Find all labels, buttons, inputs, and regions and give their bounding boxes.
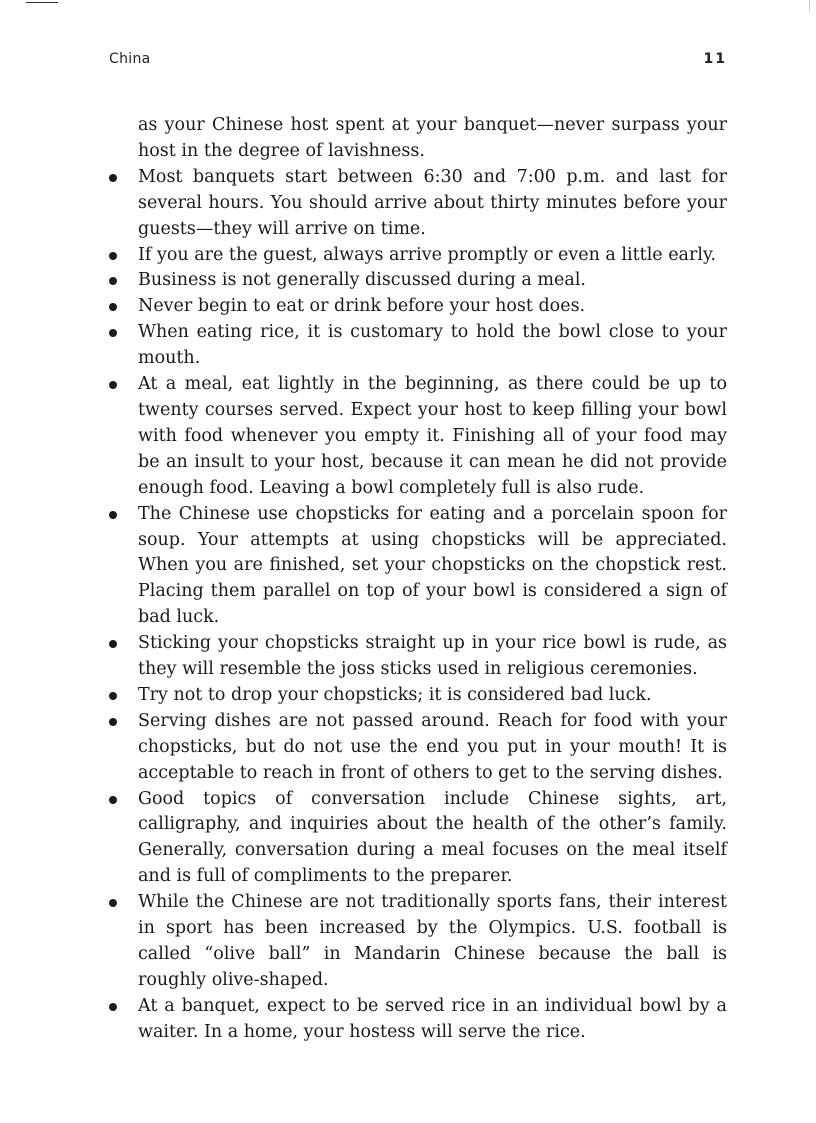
corner-mark [809, 0, 816, 12]
bullet-text: Good topics of conversation include Chinese sights, art, calligraphy, and inquiries about the health of the other’s family. Generally, conversation during a meal focuses on the meal itself and is full of compliments to the preparer. [138, 788, 727, 887]
bullet-text: Never begin to eat or drink before your host does. [138, 296, 586, 317]
bullet-item [109, 320, 727, 372]
bullet-icon [109, 174, 117, 182]
bullet-item [109, 709, 727, 787]
bullet-icon [109, 692, 117, 700]
bullet-item [109, 787, 727, 891]
bullet-item [109, 294, 727, 320]
bullet-icon [109, 252, 117, 260]
bullet-text: Serving dishes are not passed around. Reach for food with your chopsticks, but do not use the end you put in your mouth! It is acceptable to reach in front of others to get to the serving dishes. [138, 710, 727, 783]
continuation-paragraph: as your Chinese host spent at your banquet—never surpass your host in the degree of lavishness. [138, 115, 727, 161]
bullet-icon [109, 303, 117, 311]
bullet-item [109, 268, 727, 294]
bullet-icon [109, 718, 117, 726]
bullet-item [109, 631, 727, 683]
bullet-item [109, 994, 727, 1046]
bullet-text: If you are the guest, always arrive promptly or even a little early. [138, 244, 717, 265]
running-head [109, 51, 727, 71]
bullet-icon [109, 381, 117, 389]
bullet-text: Business is not generally discussed during a meal. [138, 270, 586, 291]
bullet-icon [109, 329, 117, 337]
bullet-text: At a banquet, expect to be served rice in an individual bowl by a waiter. In a home, your hostess will serve the rice. [138, 995, 727, 1042]
bullet-text: Try not to drop your chopsticks; it is considered bad luck. [138, 684, 652, 705]
bullet-text: The Chinese use chopsticks for eating and a porcelain spoon for soup. Your attempts at using chopsticks will be appreciated. When you are finished, set your chopsticks on the chopstick rest. Placing them parallel on top of your bowl is considered a sign of bad luck. [138, 503, 727, 628]
bullet-item [109, 372, 727, 502]
body-text [109, 113, 727, 1046]
page-number: 11 [703, 51, 727, 67]
bullet-item [109, 165, 727, 243]
bullet-text: While the Chinese are not traditionally sports fans, their interest in sport has been increased by the Olympics. U.S. football is called “olive ball” in Mandarin Chinese because the ball is roughly olive-shaped. [138, 892, 727, 990]
bullet-item [109, 890, 727, 994]
bullet-text: When eating rice, it is customary to hold the bowl close to your mouth. [138, 322, 727, 369]
running-title: China [109, 51, 151, 67]
bullet-icon [109, 640, 117, 648]
bullet-icon [109, 1003, 117, 1011]
corner-rule [26, 2, 58, 3]
bullet-icon [109, 277, 117, 285]
bullet-item [109, 243, 727, 269]
bullet-icon [109, 796, 117, 804]
bullet-text: Most banquets start between 6:30 and 7:00 p.m. and last for several hours. You should arrive about thirty minutes before your guests—they will arrive on time. [138, 166, 727, 239]
bullet-text: Sticking your chopsticks straight up in your rice bowl is rude, as they will resemble the joss sticks used in religious ceremonies. [138, 633, 727, 680]
bullet-text: At a meal, eat lightly in the beginning, as there could be up to twenty courses served. Expect your host to keep filling your bowl with food whenever you empty it. Finishing all of your food may be an insult to your host, because it can mean he did not provide enough food. Leaving a bowl completely full is also rude. [138, 374, 727, 498]
bullet-item [109, 502, 727, 632]
bullet-list [109, 165, 727, 1046]
bullet-icon [109, 511, 117, 519]
bullet-item [109, 683, 727, 709]
bullet-icon [109, 899, 117, 907]
